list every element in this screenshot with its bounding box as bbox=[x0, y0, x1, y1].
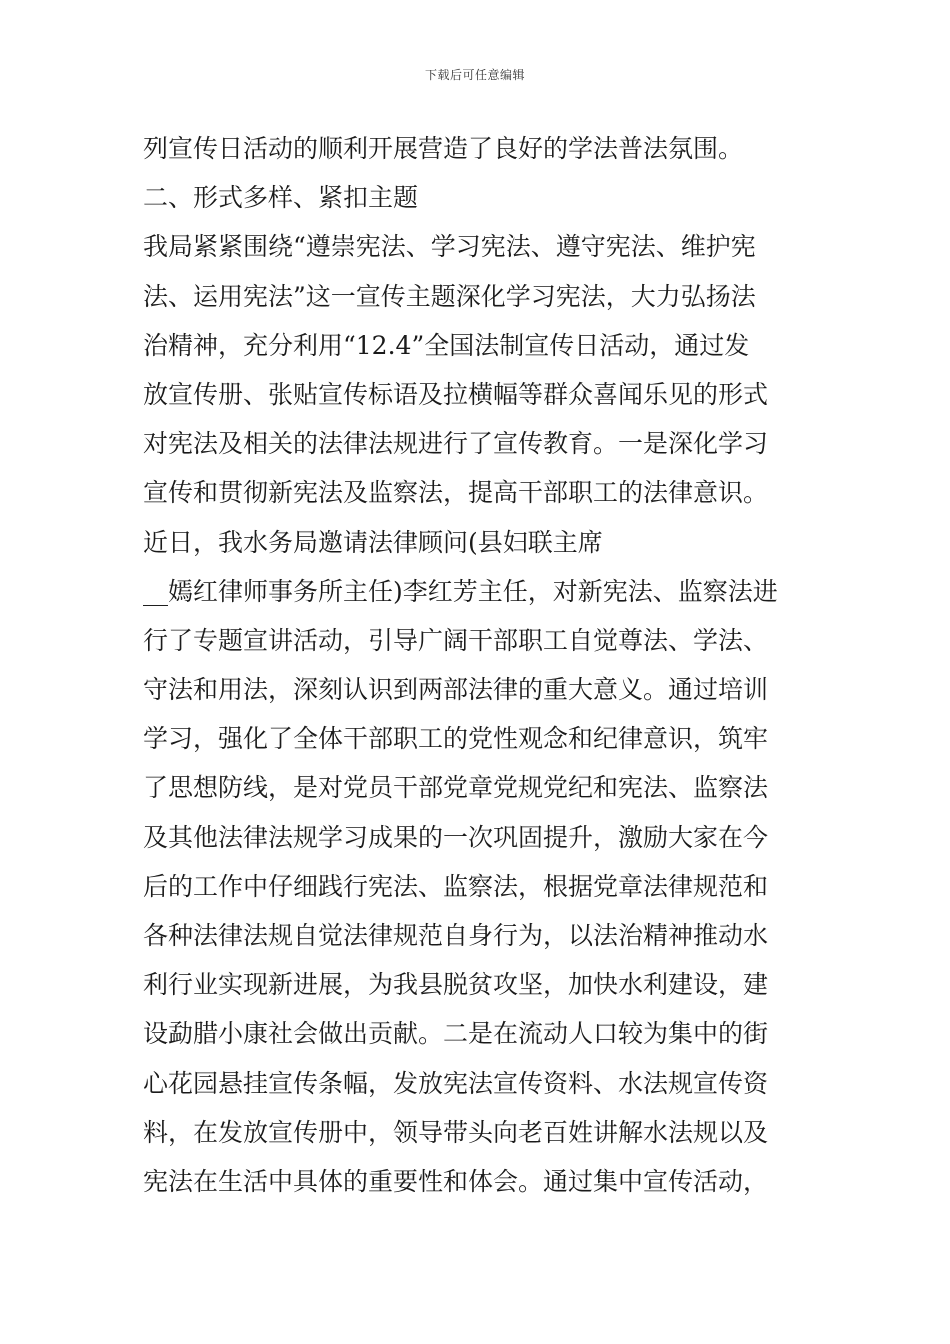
text-line: 学习，强化了全体干部职工的党性观念和纪律意识，筑牢 bbox=[143, 724, 769, 754]
document-body bbox=[143, 124, 813, 1206]
text-line: 各种法律法规自觉法律规范自身行为，以法治精神推动水 bbox=[143, 921, 769, 950]
text-line: 后的工作中仔细践行宪法、监察法，根据党章法律规范和 bbox=[143, 871, 769, 901]
download-note: 下载后可任意编辑 bbox=[424, 68, 525, 82]
text-line: 设勐腊小康社会做出贡献。二是在流动人口较为集中的街 bbox=[143, 1019, 769, 1049]
text-line: 治精神，充分利用“12.4”全国法制宣传日活动，通过发 bbox=[143, 330, 750, 360]
text-line: 对宪法及相关的法律法规进行了宣传教育。一是深化学习 bbox=[143, 429, 769, 459]
text-line: 近日，我水务局邀请法律顾问(县妇联主席 bbox=[143, 527, 603, 557]
text-line: 我局紧紧围绕“遵崇宪法、学习宪法、遵守宪法、维护宪 bbox=[143, 232, 756, 262]
text-line: 心花园悬挂宣传条幅，发放宪法宣传资料、水法规宣传资 bbox=[143, 1068, 769, 1098]
text-line: 利行业实现新进展，为我县脱贫攻坚，加快水利建设，建 bbox=[143, 970, 769, 1000]
text-line: 列宣传日活动的顺利开展营造了良好的学法普法氛围。 bbox=[143, 134, 744, 163]
text-line: __嫣红律师事务所主任)李红芳主任，对新宪法、监察法进 bbox=[143, 576, 778, 606]
text-line: 放宣传册、张贴宣传标语及拉横幅等群众喜闻乐见的形式 bbox=[143, 379, 769, 409]
section-heading: 二、形式多样、紧扣主题 bbox=[143, 183, 419, 213]
text-line: 法、运用宪法”这一宣传主题深化学习宪法，大力弘扬法 bbox=[143, 281, 756, 311]
text-line: 及其他法律法规学习成果的一次巩固提升，激励大家在今 bbox=[143, 822, 769, 852]
text-line: 宣传和贯彻新宪法及监察法，提高干部职工的法律意识。 bbox=[143, 478, 769, 508]
text-line: 守法和用法，深刻认识到两部法律的重大意义。通过培训 bbox=[143, 675, 769, 705]
text-line: 料，在发放宣传册中，领导带头向老百姓讲解水法规以及 bbox=[143, 1117, 769, 1147]
text-line: 了思想防线，是对党员干部党章党规党纪和宪法、监察法 bbox=[143, 773, 769, 803]
text-line: 宪法在生活中具体的重要性和体会。通过集中宣传活动， bbox=[143, 1166, 769, 1196]
text-line: 行了专题宣讲活动，引导广阔干部职工自觉尊法、学法、 bbox=[143, 625, 769, 655]
